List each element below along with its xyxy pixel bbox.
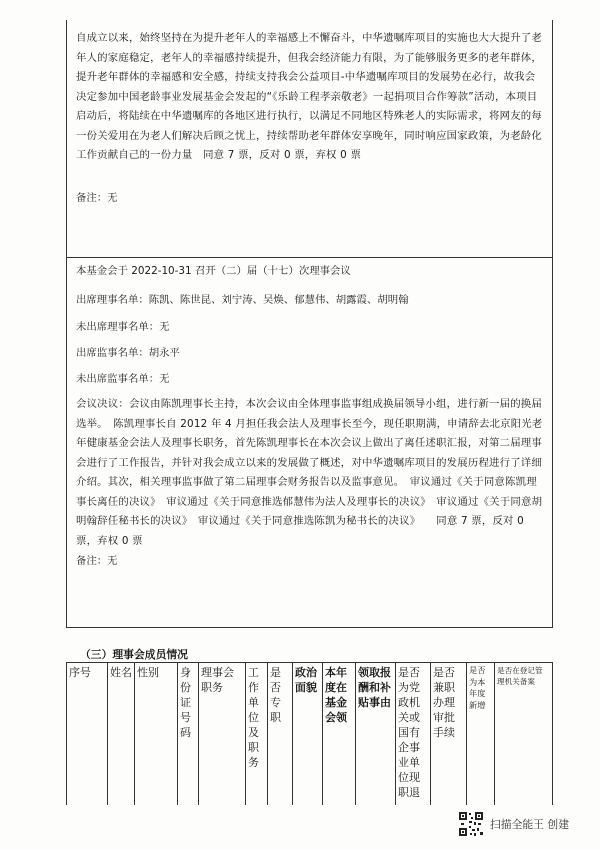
meeting-header: 本基金会于 2022-10-31 召开（二）届（十七）次理事会议 (76, 265, 351, 277)
column-header: 理事会职务 (199, 663, 246, 806)
divider (66, 257, 552, 258)
section-title: （三）理事会成员情况 (80, 648, 188, 661)
column-header: 政治面貌 (293, 663, 323, 806)
column-header: 领取报酬和补贴事由 (356, 663, 396, 806)
divider (66, 627, 552, 628)
column-header: 工作单位及职务 (246, 663, 268, 806)
directors-absent: 未出席理事名单：无 (76, 321, 170, 333)
watermark-text: 扫描全能王 创建 (490, 817, 570, 831)
column-header: 是否兼职办理审批手续 (431, 663, 467, 806)
column-header: 是否为本年度新增 (467, 663, 495, 806)
column-header: 姓名 (108, 663, 135, 806)
column-header: 是否在登记管理机关备案 (495, 663, 553, 806)
remarks: 备注：无 (76, 555, 118, 567)
column-header: 性别 (135, 663, 178, 806)
resolution-paragraph: 自成立以来，始终坚持在为提升老年人的幸福感上不懈奋斗，中华遗嘱库项目的实施也大大提升了老年人的家庭稳定，老年人的幸福感持续提升，但我会经济能力有限，为了能够服务更多的老年群体，提升老年群体的幸福感和安全感，持续支持我会公益项目-中华遗嘱库项目的发展势在必行，故我会决定参加中国老龄事业发展基金会发起的“《乐龄工程孝亲敬老》一起捐项目合作筹款”活动，本项目启动后，将陆续在中华遗嘱库的各地区进行执行，以满足不同地区特殊老人的实际需求，将网友的每一份关爱用在为老人们解决后顾之忧上，持续帮助老年群体安享晚年，同时响应国家政策，为老龄化工作贡献自己的一份力量 同意 7 票，反对 0 票，弃权 0 票 (76, 32, 542, 161)
meeting-resolution: 会议决议：会议由陈凯理事长主持，本次会议由全体理事监事组成换届领导小组，进行新一届的换届选举。 陈凯理事长自 2012 年 4 月担任我会法人及理事长至今，现任职期满，申请辞去北京阳光老年健康基金会法人及理事长职务，首先陈凯理事长在本次会议上做出了离任述职汇报，对第二届理事会进行了工作报告，并针对我会成立以来的发展做了概述，对中华遗嘱库项目的发展历程进行了详细介绍。其次，相关理事监事做了第二届理事会财务报告以及监事意见。 审议通过《关于同意陈凯理事长离任的决议》 审议通过《关于同意推选郁慧伟为法人及理事长的决议》 审议通过《关于同意胡明翰辞任秘书长的决议》 审议通过《关于同意推选陈凯为秘书长的决议》 同意 7 票，反对 0 票，弃权 0 票 (76, 398, 543, 547)
column-header: 是否为党政机关或国有企事业单位现职退 (396, 663, 431, 806)
members-table (66, 662, 553, 805)
column-header: 序号 (67, 663, 108, 806)
qr-code-icon (458, 811, 484, 837)
supervisors-present: 出席监事名单：胡永平 (76, 347, 180, 359)
directors-present: 出席理事名单：陈凯、陈世昆、刘宁涛、吴焕、郁慧伟、胡露霞、胡明翰 (76, 294, 409, 306)
column-header: 本年度在基金会领 (323, 663, 356, 806)
supervisors-absent: 未出席监事名单：无 (76, 373, 170, 385)
scanner-watermark (458, 810, 569, 838)
column-header: 是否专职 (268, 663, 293, 806)
column-header: 身份证号码 (178, 663, 199, 806)
remarks: 备注：无 (76, 192, 118, 204)
